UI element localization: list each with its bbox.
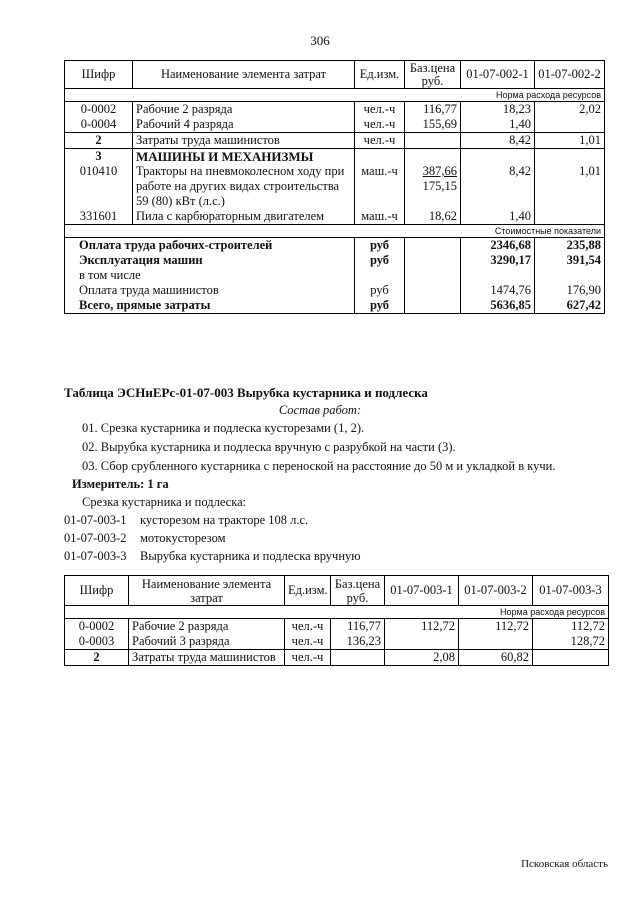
cost-row-unit: руб bbox=[355, 253, 405, 268]
row-name: Затраты труда машинистов bbox=[133, 133, 355, 149]
page-number: 306 bbox=[310, 33, 330, 48]
row-value-2: 1,01 bbox=[535, 164, 605, 209]
col-header-code: Шифр bbox=[65, 576, 129, 606]
cost-row-value-2: 627,42 bbox=[535, 298, 605, 314]
col-header-norm-2: 01-07-002-2 bbox=[535, 61, 605, 89]
row-code: 2 bbox=[65, 650, 129, 666]
resource-table-2 bbox=[64, 575, 609, 666]
norm-section-header: Норма расхода ресурсов bbox=[65, 89, 605, 102]
cost-row-value-2: 391,54 bbox=[535, 253, 605, 268]
row-unit: маш.-ч bbox=[355, 164, 405, 209]
item-code: 01-07-003-1 bbox=[64, 513, 127, 527]
cost-row-name: в том числе bbox=[65, 268, 355, 283]
row-name: Затраты труда машинистов bbox=[129, 650, 285, 666]
row-value-2 bbox=[535, 117, 605, 133]
col-header-norm-2: 01-07-003-2 bbox=[459, 576, 533, 606]
row-value-3 bbox=[533, 650, 609, 666]
row-value-1: 8,42 bbox=[461, 164, 535, 209]
row-value-2: 60,82 bbox=[459, 650, 533, 666]
footer-region: Псковская область bbox=[521, 858, 608, 870]
col-header-unit: Ед.изм. bbox=[355, 61, 405, 89]
work-item: 01. Срезка кустарника и подлеска кусторезами (1, 2). bbox=[82, 421, 365, 435]
col-header-norm-1: 01-07-002-1 bbox=[461, 61, 535, 89]
row-price bbox=[331, 650, 385, 666]
row-name: Рабочий 3 разряда bbox=[129, 634, 285, 650]
resource-table-1 bbox=[64, 60, 605, 314]
cost-row-unit: руб bbox=[355, 238, 405, 254]
cost-row-name: Эксплуатация машин bbox=[65, 253, 355, 268]
item-code: 01-07-003-2 bbox=[64, 531, 127, 545]
row-value-1: 1,40 bbox=[461, 117, 535, 133]
item-text: Вырубка кустарника и подлеска вручную bbox=[140, 549, 361, 563]
row-unit: маш.-ч bbox=[355, 209, 405, 225]
meter-label: Измеритель: 1 га bbox=[72, 477, 169, 491]
cost-section-header: Стоимостные показатели bbox=[65, 225, 605, 238]
row-value-2: 1,01 bbox=[535, 133, 605, 149]
row-value-1: 2,08 bbox=[385, 650, 459, 666]
col-header-price: Баз.цена руб. bbox=[331, 576, 385, 606]
row-unit: чел.-ч bbox=[285, 634, 331, 650]
row-value-3: 112,72 bbox=[533, 619, 609, 635]
col-header-norm-3: 01-07-003-3 bbox=[533, 576, 609, 606]
col-header-unit: Ед.изм. bbox=[285, 576, 331, 606]
item-text: мотокусторезом bbox=[140, 531, 226, 545]
work-item: 02. Вырубка кустарника и подлеска вручную с разрубкой на части (3). bbox=[82, 440, 456, 454]
work-composition-title: Состав работ: bbox=[278, 403, 362, 417]
row-value-3: 128,72 bbox=[533, 634, 609, 650]
item-text: кусторезом на тракторе 108 л.с. bbox=[140, 513, 309, 527]
row-value-1: 8,42 bbox=[461, 133, 535, 149]
col-header-name: Наименование элемента затрат bbox=[133, 61, 355, 89]
cost-row-value-2: 176,90 bbox=[535, 283, 605, 298]
row-price-secondary: 175,15 bbox=[422, 179, 457, 193]
row-code: 0-0002 bbox=[65, 102, 133, 118]
row-code: 2 bbox=[65, 133, 133, 149]
row-value-2: 2,02 bbox=[535, 102, 605, 118]
cost-row-unit: руб bbox=[355, 298, 405, 314]
norm-section-header: Норма расхода ресурсов bbox=[65, 606, 609, 619]
row-value-2 bbox=[535, 209, 605, 225]
col-header-norm-1: 01-07-003-1 bbox=[385, 576, 459, 606]
row-price: 116,77 bbox=[331, 619, 385, 635]
cost-row-value-1: 3290,17 bbox=[461, 253, 535, 268]
row-name: Рабочие 2 разряда bbox=[129, 619, 285, 635]
row-name: Пила с карбюраторным двигателем bbox=[133, 209, 355, 225]
row-value-1: 1,40 bbox=[461, 209, 535, 225]
cost-row-value-1: 2346,68 bbox=[461, 238, 535, 254]
col-header-code: Шифр bbox=[65, 61, 133, 89]
row-name: Рабочие 2 разряда bbox=[133, 102, 355, 118]
row-code: 010410 bbox=[65, 164, 133, 209]
row-code: 0-0003 bbox=[65, 634, 129, 650]
col-header-price: Баз.цена руб. bbox=[405, 61, 461, 89]
cost-row-name: Оплата труда машинистов bbox=[65, 283, 355, 298]
row-code: 331601 bbox=[65, 209, 133, 225]
row-code: 0-0002 bbox=[65, 619, 129, 635]
cost-row-name: Всего, прямые затраты bbox=[65, 298, 355, 314]
row-unit: чел.-ч bbox=[355, 102, 405, 118]
row-price: 387,66 bbox=[422, 164, 457, 178]
row-value-2 bbox=[459, 634, 533, 650]
row-value-1 bbox=[385, 634, 459, 650]
row-name: Рабочий 4 разряда bbox=[133, 117, 355, 133]
section-title: Таблица ЭСНиЕРс-01-07-003 Вырубка кустарника и подлеска bbox=[64, 385, 428, 400]
row-value-2: 112,72 bbox=[459, 619, 533, 635]
row-code: 3 bbox=[65, 149, 133, 165]
row-unit: чел.-ч bbox=[355, 117, 405, 133]
cost-row-unit: руб bbox=[355, 283, 405, 298]
cost-row-value-1: 1474,76 bbox=[461, 283, 535, 298]
group-title: Срезка кустарника и подлеска: bbox=[82, 495, 247, 509]
row-value-1: 112,72 bbox=[385, 619, 459, 635]
cost-row-name: Оплата труда рабочих-строителей bbox=[65, 238, 355, 254]
row-price bbox=[405, 133, 461, 149]
row-unit: чел.-ч bbox=[355, 133, 405, 149]
row-name: МАШИНЫ И МЕХАНИЗМЫ bbox=[133, 149, 355, 165]
work-item: 03. Сбор срубленного кустарника с переноской на расстояние до 50 м и укладкой в кучи. bbox=[82, 459, 556, 473]
row-price: 136,23 bbox=[331, 634, 385, 650]
item-code: 01-07-003-3 bbox=[64, 549, 127, 563]
row-unit: чел.-ч bbox=[285, 650, 331, 666]
row-price: 116,77 bbox=[405, 102, 461, 118]
col-header-name: Наименование элемента затрат bbox=[129, 576, 285, 606]
row-value-1: 18,23 bbox=[461, 102, 535, 118]
cost-row-value-1: 5636,85 bbox=[461, 298, 535, 314]
row-code: 0-0004 bbox=[65, 117, 133, 133]
row-price: 18,62 bbox=[405, 209, 461, 225]
row-price: 155,69 bbox=[405, 117, 461, 133]
row-unit: чел.-ч bbox=[285, 619, 331, 635]
row-name: Тракторы на пневмоколесном ходу при работе на других видах строительства 59 (80) кВт (л.с.) bbox=[133, 164, 355, 209]
cost-row-value-2: 235,88 bbox=[535, 238, 605, 254]
